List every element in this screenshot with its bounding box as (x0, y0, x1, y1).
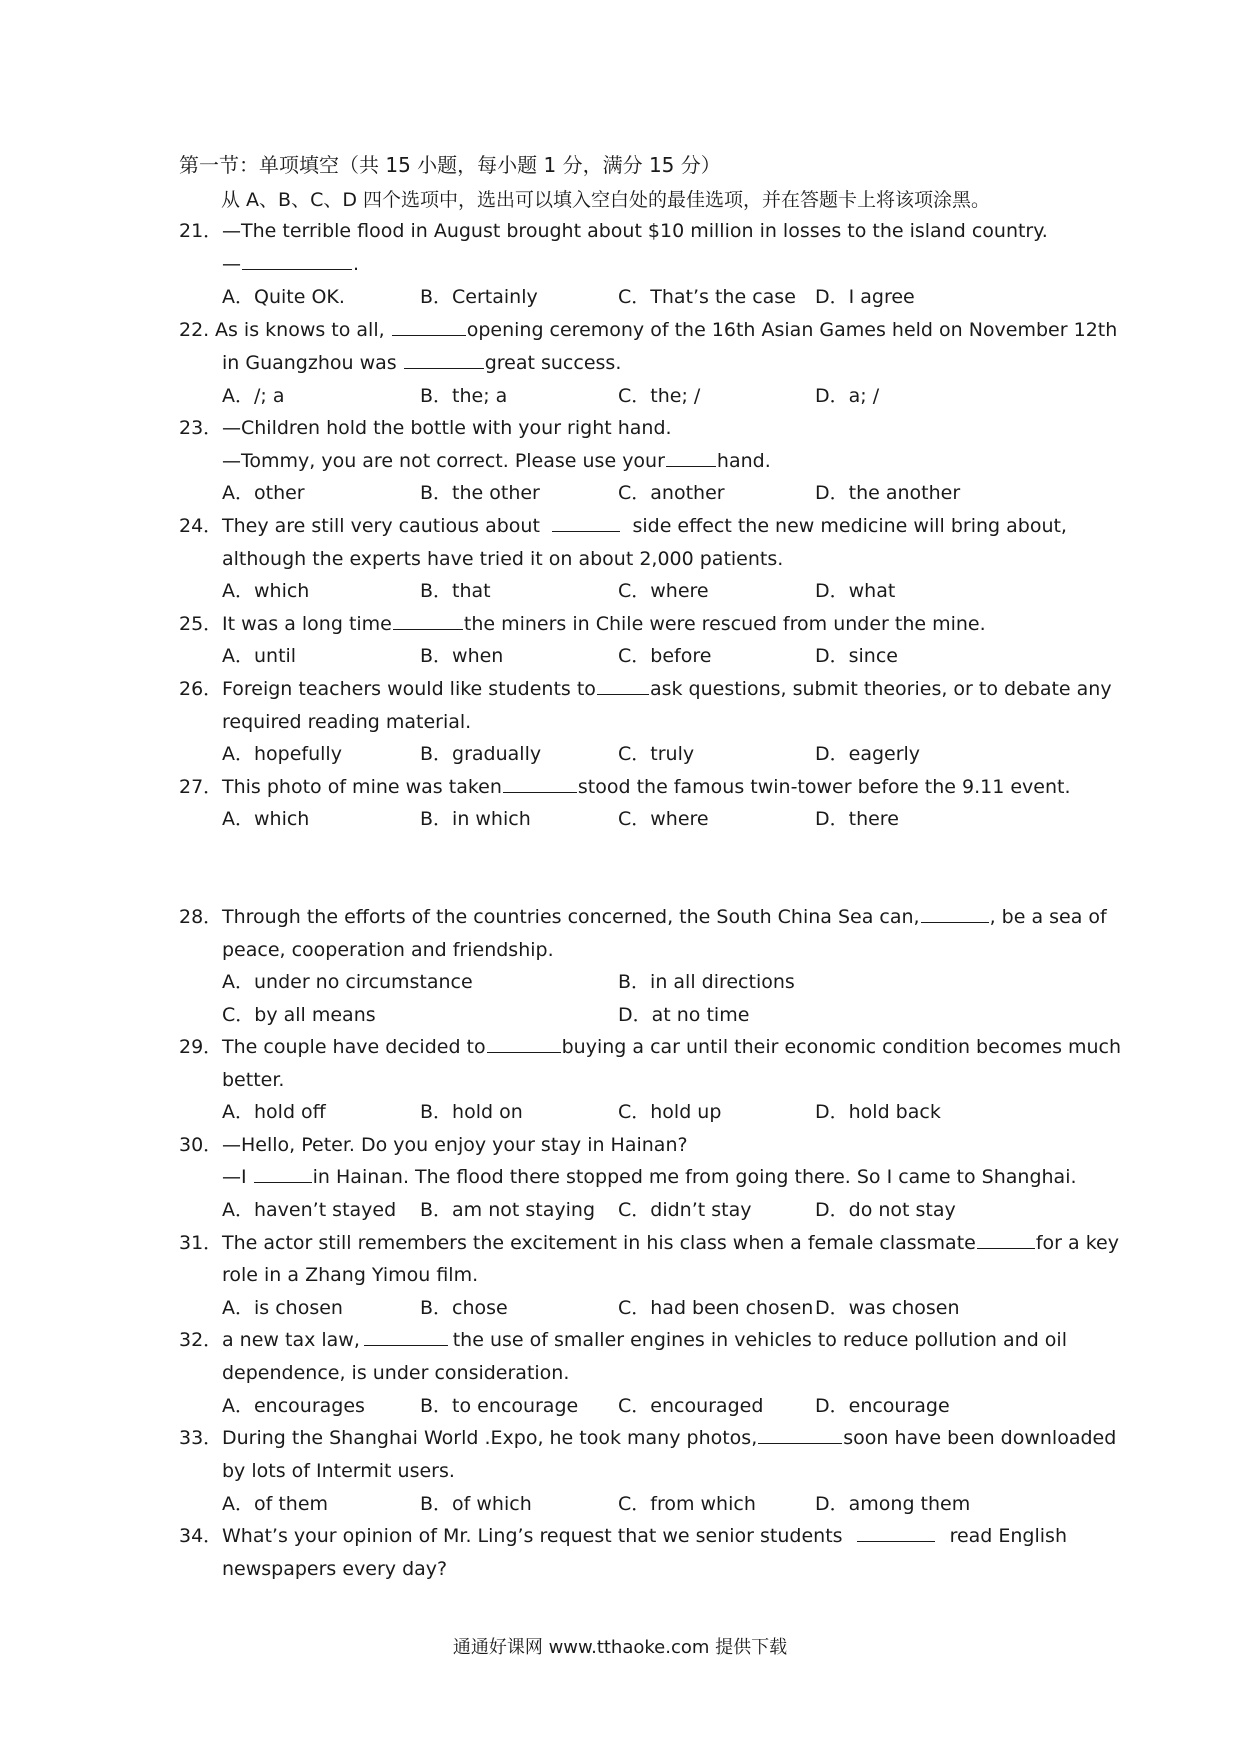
answer-blank (364, 1327, 448, 1346)
option-c: C．encouraged (618, 1395, 764, 1417)
question-number: 27． (179, 776, 223, 798)
question-stem-line2: role in a Zhang Yimou film. (222, 1264, 479, 1286)
option-d: D．since (815, 645, 898, 667)
question-stem: —Hello, Peter. Do you enjoy your stay in Hainan? (222, 1134, 688, 1156)
option-d: D．a; / (815, 385, 880, 407)
option-c: C．hold up (618, 1101, 722, 1123)
question-stem-line2: better. (222, 1069, 285, 1091)
question-number: 23． (179, 417, 223, 439)
option-d: D．do not stay (815, 1199, 956, 1221)
question-stem-line2: required reading material. (222, 711, 472, 733)
option-d: D．at no time (618, 1004, 750, 1026)
option-a: A．which (222, 580, 310, 602)
option-a: A．under no circumstance (222, 971, 473, 993)
question-number: 26． (179, 678, 223, 700)
option-a: A．which (222, 808, 310, 830)
answer-blank (921, 904, 989, 923)
question-stem: —The terrible flood in August brought about $10 million in losses to the island country. (222, 220, 1048, 242)
question-stem-line2: in Guangzhou was great success. (222, 352, 622, 374)
option-c: C．by all means (222, 1004, 376, 1026)
question-stem: The couple have decided to buying a car until their economic condition becomes much (222, 1036, 1122, 1058)
answer-blank (487, 1034, 561, 1053)
answer-blank (597, 676, 649, 695)
question-stem: This photo of mine was taken stood the famous twin-tower before the 9.11 event. (222, 776, 1071, 798)
option-c: C．had been chosen (618, 1297, 814, 1319)
question-number: 28． (179, 906, 223, 928)
option-b: B．the; a (420, 385, 508, 407)
option-a: A．encourages (222, 1395, 365, 1417)
question-stem-line2: —I in Hainan. The flood there stopped me from going there. So I came to Shanghai. (222, 1166, 1077, 1188)
option-a: A．/; a (222, 385, 285, 407)
question-number: 33． (179, 1427, 223, 1449)
question-stem-line2: newspapers every day? (222, 1558, 448, 1580)
question-stem: a new tax law, the use of smaller engines in vehicles to reduce pollution and oil (222, 1329, 1067, 1351)
option-a: A．hopefully (222, 743, 342, 765)
answer-blank (404, 350, 484, 369)
question-number: 22. (179, 319, 210, 341)
question-stem-line2: although the experts have tried it on about 2,000 patients. (222, 548, 784, 570)
option-c: C．from which (618, 1493, 756, 1515)
question-stem-line2: — . (222, 253, 360, 275)
question-stem: As is knows to all, opening ceremony of the 16th Asian Games held on November 12th (215, 319, 1118, 341)
answer-blank (758, 1425, 842, 1444)
option-c: C．where (618, 580, 709, 602)
option-a: A．hold off (222, 1101, 326, 1123)
option-d: D．encourage (815, 1395, 950, 1417)
option-a: A．until (222, 645, 297, 667)
option-c: C．the; / (618, 385, 701, 407)
question-number: 32． (179, 1329, 223, 1351)
question-stem-line2: by lots of Intermit users. (222, 1460, 455, 1482)
option-c: C．where (618, 808, 709, 830)
question-stem: During the Shanghai World .Expo, he took many photos, soon have been downloaded (222, 1427, 1117, 1449)
question-stem-line2: dependence, is under consideration. (222, 1362, 570, 1384)
option-d: D．eagerly (815, 743, 921, 765)
answer-blank (254, 1164, 312, 1183)
option-a: A．Quite OK. (222, 286, 345, 308)
section-instruction: 从 A、B、C、D 四个选项中，选出可以填入空白处的最佳选项，并在答题卡上将该项涂黑。 (221, 189, 991, 211)
answer-blank (977, 1230, 1035, 1249)
option-d: D．among them (815, 1493, 971, 1515)
option-b: B．chose (420, 1297, 508, 1319)
option-b: B．of which (420, 1493, 532, 1515)
answer-blank (393, 611, 463, 630)
question-number: 25． (179, 613, 223, 635)
question-number: 24． (179, 515, 223, 537)
option-b: B．that (420, 580, 491, 602)
answer-blank (552, 513, 620, 532)
option-a: A．is chosen (222, 1297, 343, 1319)
option-d: D．the another (815, 482, 961, 504)
option-b: B．hold on (420, 1101, 523, 1123)
option-d: D．I agree (815, 286, 915, 308)
question-stem: What’s your opinion of Mr. Ling’s request that we senior students read English (222, 1525, 1067, 1547)
answer-blank (242, 251, 352, 270)
question-number: 21． (179, 220, 223, 242)
question-stem-line2: peace, cooperation and friendship. (222, 939, 554, 961)
option-b: B．when (420, 645, 504, 667)
question-stem: It was a long time the miners in Chile were rescued from under the mine. (222, 613, 986, 635)
option-a: A．haven’t stayed (222, 1199, 397, 1221)
option-d: D．hold back (815, 1101, 941, 1123)
question-stem: They are still very cautious about side effect the new medicine will bring about, (222, 515, 1067, 537)
option-b: B．gradually (420, 743, 542, 765)
option-c: C．didn’t stay (618, 1199, 752, 1221)
page-footer: 通通好课网 www.tthaoke.com 提供下载 (452, 1637, 788, 1658)
option-d: D．what (815, 580, 896, 602)
option-c: C．before (618, 645, 712, 667)
question-stem: —Children hold the bottle with your right hand. (222, 417, 672, 439)
answer-blank (666, 448, 716, 467)
option-b: B．Certainly (420, 286, 538, 308)
question-stem-line2: —Tommy, you are not correct. Please use your hand. (222, 450, 771, 472)
option-c: C．another (618, 482, 725, 504)
question-stem: The actor still remembers the excitement in his class when a female classmate for a key (222, 1232, 1119, 1254)
option-d: D．there (815, 808, 899, 830)
question-stem: Foreign teachers would like students to ask questions, submit theories, or to debate any (222, 678, 1112, 700)
option-d: D．was chosen (815, 1297, 960, 1319)
answer-blank (503, 774, 577, 793)
option-b: B．in which (420, 808, 531, 830)
section-title: 第一节：单项填空（共 15 小题，每小题 1 分，满分 15 分） (179, 153, 721, 177)
answer-blank (392, 317, 466, 336)
question-number: 31． (179, 1232, 223, 1254)
question-number: 34． (179, 1525, 223, 1547)
option-a: A．of them (222, 1493, 329, 1515)
question-stem: Through the efforts of the countries concerned, the South China Sea can, , be a sea of (222, 906, 1107, 928)
option-b: B．the other (420, 482, 540, 504)
option-a: A．other (222, 482, 305, 504)
option-c: C．That’s the case (618, 286, 796, 308)
option-c: C．truly (618, 743, 695, 765)
question-number: 30． (179, 1134, 223, 1156)
option-b: B．am not staying (420, 1199, 595, 1221)
answer-blank (857, 1523, 935, 1542)
option-b: B．in all directions (618, 971, 795, 993)
option-b: B．to encourage (420, 1395, 579, 1417)
question-number: 29． (179, 1036, 223, 1058)
